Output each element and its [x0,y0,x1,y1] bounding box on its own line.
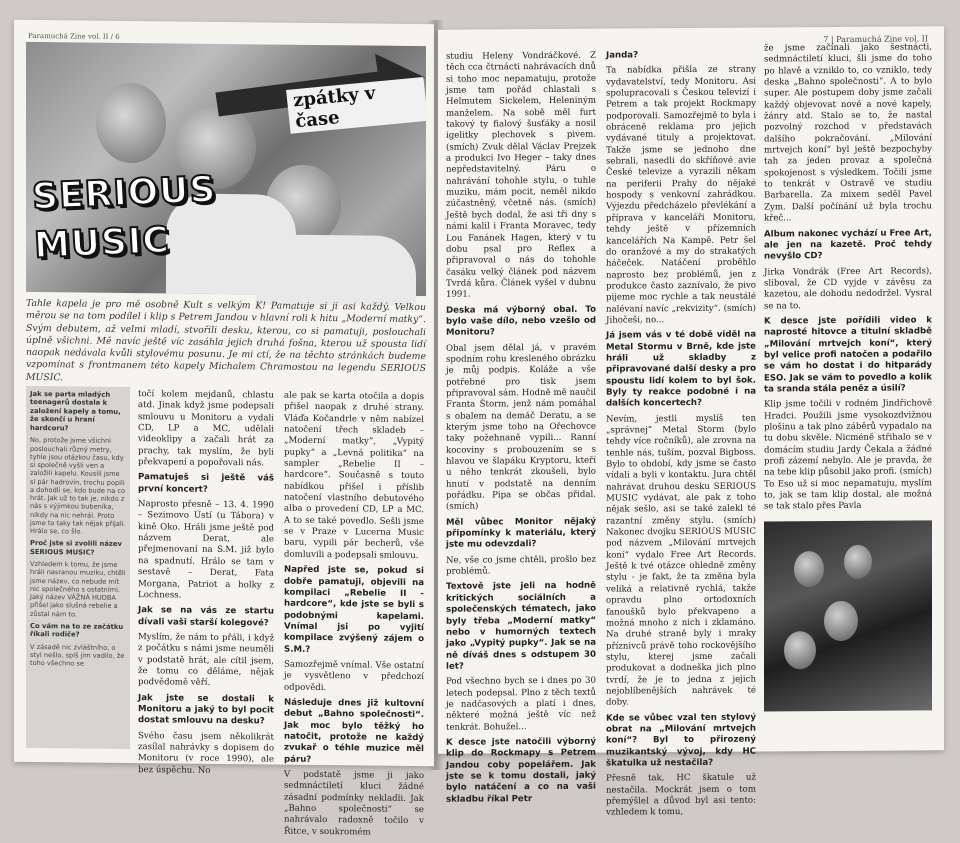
left-page [14,20,434,838]
interview-question: Jak se na vás ze startu dívali vaši starší kolegové? [138,605,274,629]
band-title-line2: MUSIC [33,219,171,267]
left-page-header: Paramuchá Zine vol. II / 6 [28,31,120,41]
interview-question: Měl vůbec Monitor nějaký připomínky k materiálu, který jste mu odevzdali? [446,516,596,551]
sidebar-list [30,390,126,669]
article-column-1 [446,51,596,810]
right-page [438,26,944,818]
interview-answer: točí kolem mejdanů, chlastu atd. Jinak když jsme podepsali smlouvu u Monitoru a vydali CD, LP a MC, udělali videoklipy a začali hrát za prachy, tak myslím, že byli překvapení a popořovali nás. [138,389,274,469]
interview-answer: Myslím, že nám to přáli, i když z počátku s námi jsme neuměli v podstatě hrát, ale cítil jsem, že tomu co děláme, nějak podvědomě věří. [138,631,274,689]
interview-answer: V podstatě jsme ji jako sedmnáctiletí kluci žádné zásadní podmínky nekladli. Jak „Bahno společnosti“ se nahrávalo radoxně točilo v Řitce, v soukromém [284,769,424,838]
sidebar-question: Co vám na to ze začátku říkali rodiče? [30,621,124,639]
interview-answer: Ne, vše co jsme chtěli, prošlo bez problémů. [446,554,596,577]
interview-question: Kde se vůbec vzal ten stylový obrat na „Milování mrtvejch koní“? Byl to přirozený muzikantský vývoj, kdy HC škatulka už nestačila? [606,712,756,769]
article-column-2 [138,389,274,781]
sidebar-answer: V zásadě nic zvláštního, o styl nešlo, spíš jim vadilo, že toho všechno se [30,642,125,668]
sidebar-question: Proč jste si zvolili název SERIOUS MUSIC? [30,539,122,557]
interview-question: Album nakonec vychází u Free Art, ale jen na kazetě. Proč tehdy nevyšlo CD? [764,227,932,262]
article-column-3 [764,42,932,517]
hero-photo [26,42,426,296]
interview-answer: Samozřejmě vnímal. Vše ostatní je vysvětleno v předchozí odpovědi. [284,659,424,693]
article-column-2 [606,50,756,824]
article-column-3 [284,391,424,843]
interview-question: Já jsem vás v té době viděl na Metal Stormu v Brně, kde jste hráli už skladby z připravované další desky a pro spoustu lidí kolem to byl šok. Byly ty reakce podobné i na dalších koncertech? [606,329,756,409]
sidebar-box [26,386,130,749]
interview-answer: Jirka Vondrák (Free Art Records), sliboval, že CD vyjde v závěsu za kazetou, ale dohodu nedodržel. Vysral se na to. [764,265,932,312]
interview-answer: Přesně tak, HC škatule už nestačila. Mockrát jsem o tom přemýšlel a důvod byl asi tento: vzhledem k tomu, [606,772,756,818]
photo-face [844,545,872,579]
interview-answer: ale pak se karta otočila a dopis přišel naopak z druhé strany. Vláďa Kočandrle v něm nabízel natočení třech skladeb – „Moderní matky“, „Vypitý pupky“ a „Levná politika“ na sampler „Rebelie II – hardcore“. Současně s touto nabídkou přišel i příslib natočení vlastního debutového alba o provedení CD, LP a MC. A to se také povedlo. Sešli jsme se v Praze v Lucerna Music baru, vypili pár becherů, vše domluvili a podepsali smlouvu. [284,390,424,561]
interview-question: Deska má výborný obal. To bylo vaše dílo, nebo vzešlo od Monitoru? [446,304,596,338]
sidebar-question: Jak se parta mladých teenagerů dostala k založení kapely a tomu, že skončí u hraní hardcoru? [30,389,121,433]
interview-question: K desce jste pořídili video k naprosté hitovce a titulní skladbě „Milování mrtvejch koní“, který byl velice profi natočen a podařilo se vám ho dostat i do hitparády ESO. Jak se vám to povedlo a kolik ta sranda stála peněz a úsilí? [764,315,932,395]
interview-answer: Nevím, jestli myslíš ten „správnej“ Metal Storm (bylo tehdy více ročníků), ale zrovna na tenhle nás, tuším, pozval Bigboss. Bylo to období, kdy jsme se často vídali a byli v kontaktu. Jura chtěl nahrávat druhou desku SERIOUS MUSIC vydávat, ale pak z toho nějak sešlo, asi se také zalekl té razantní změny stylu. (smích) Nakonec dvojku SERIOUS MUSIC pod názvem „Milování mrtvejch koní“ vydalo Free Art Records. Ještě k tvé otázce ohledně změny stylu - je fakt, že ta změna byla veliká a relativně rychlá, takže opravdu plno ortodoxních fanoušků bylo překvapeno a možná mnoho z nich i zklamáno. Na druhé straně byly i mraky příznivců právě toho rockovějšího stylu, kterej jsme začali produkovat a dodneška jich plno tvrdí, že je to jedna z jejich nejoblíbenějších nahrávek té doby. [606,413,756,708]
photo-face [784,631,816,669]
interview-answer: studiu Heleny Vondráčkové. Z těch cca čtrnácti nahrávacích dnů si toho moc nepamatuju, protože jsme tam pořád chlastali s Helmutem Sickelem, Heleniným manželem. Na sobě měl furt takový ty fialový šusťáky a nosil igelitky plechovek s pivem. (smích) Zvuk dělal Václav Prejzek a produkci Ivo Heger – taky dnes nepředstavitelný. Páru o nahrávání tohohle stylu, o tuhle muziku, mám pocit, neměl nikdo zúčastněný, včetně nás. (smích) Ještě bych dodal, že asi tři dny s námi kalil i Franta Moravec, tedy Lou Fanánek Hagen, který v tu dobu psal pro Reflex a připravoval o nás do tohohle časáku velký článek pod názvem Tvrdá kůra. Článek vyšel v dubnu 1991. [446,50,596,300]
photo-face [794,551,824,587]
banner-text: zpátky v čase [286,77,428,134]
interview-question: Janda? [606,50,639,61]
band-title-line1: SERIOUS [31,169,218,218]
interview-answer: Naprosto přesně – 13. 4. 1990 – Sezimovo Ústí (u Tábora) v kině Oko. Hráli jsme ještě pod názvem Derat, ale přejmenovaní na S.M. již bylo na spadnutí. Hrálo se tam v sestavě – Derat, Fata Morgana, Patriot a holky z Lochness. [138,499,274,601]
interview-question: Textově jste jeli na hodně kritických sociálních a společenských tématech, jako byly třeba „Moderní matky“ nebo v humorných textech jako „Vypitý pupky“. Jak se na ně díváš dnes s odstupem 30 let? [446,581,596,672]
band-photo [764,520,932,711]
interview-question: Pamatuješ si ještě váš první koncert? [138,472,274,495]
intro-paragraph: Tahle kapela je pro mě osobně Kult s velkým K! Pamatuje si ji asi každý. Velkou měrou se na tom podílel i klip s Petrem Jandou v hlavní roli k hitu „Moderní matky“. Svým debutem, až velmi mladí, stvořili desku, kterou, co si pamatuji, poslouchali úplně všichni. Mě navíc ještě víc zasáhla jejich druhá fošna, kterou už spousta lidí naopak nedávala kvůli stylovému posunu. Je mi ctí, že na těchto stránkách budeme vzpomínat s frontmanem této kapely Michalem Chramostou na legendu SERIOUS MUSIC. [26,297,426,383]
interview-question: Následuje dnes již kultovní debut „Bahno společnosti“. Jak moc bylo těžký ho natočit, protože ne každý zvukař o téhle muzice měl páru? [284,697,424,765]
interview-answer: Klip jsme točili v rodném Jindřichově Hradci. Použili jsme vysokozdvižnou plošinu a tak plno záběrů vypadalo na tu dobu skvěle. Nicméně střihalo se v domácím studiu Jardy Čekala a žádné profi zázemí nebylo. Ale je pravda, že na tebe klip působil jako profi. (smích) To Eso už si moc nepamatuju, myslím to, jak se tam klip dostal, ale možná se tak stalo přes Pavla [764,398,932,512]
sidebar-answer: Vzhledem k tomu, že jsme hráli nasranou muziku, chtěli jsme název, co nebude mít nic společného s ostatními. Jaký název VÁŽNÁ HUDBA přišel jako slušná rebelie a zůstal nám to. [30,560,126,619]
right-page-header: 7 | Paramuchá Zine vol. II [823,34,928,45]
interview-answer: Ta nabídka přišla ze strany vydavatelství, tedy Monitoru. Asi spolupracovali s Českou televizí i Petrem a tak projekt Rockmapy podporovali. Samozřejmě to byla i obráceně reklama pro jejich vydávané tituly a projektovat. Takže jsme se jednoho dne sebrali, nasedli do skříňové avie České televize a vyrazili někam na periferii Prahy do nějaké hospody s venkovní zahrádkou. Výjezdu předcházelo převlékání a příprava v kanceláři Monitoru, tehdy ještě v přízemních kancelářích Na Kampě. Petr šel do oranžové a my do strakatých háčeček. Natáčení proběhlo naprosto bez problémů, jen z produkce často zaznívalo, že pivo pijeme moc rychle a tak neustálé nalévaní navíc „rekvizity“. (smích) Jihočeši, no... [606,64,756,326]
interview-question: K desce jste natočili výborný klip do Rockmapy s Petrem Jandou coby popelářem. Jak jste se k tomu dostali, jaký bylo natáčení a co na vaši skladbu říkal Petr [446,736,596,805]
interview-answer: Obal jsem dělal já, v pravém spodním rohu kresleného obrázku je můj podpis. Koláže a vše potřebné pro tisk jsem připravoval sám. Hodně mě naučil Franta Štorm, jenž nám pomáhal s obalem na demáč Deratu, a se kterým jsme toho na Ořechovce taky požehnaně vypili... Ranní kocoviny s probouzením se s hlavou ve šlapáku Kryptoru, kteří u něho tenkrát zkoušeli, bylo hnutí v podstatě na denním pořádku. Pipa se občas přidal. (smích) [446,342,596,513]
photo-face [96,83,166,164]
interview-answer: Svého času jsem několikrát zasílal nahrávky s dopisem do Monitoru (v roce 1990), ale bez úspěchu. No [138,730,274,776]
sidebar-answer: No, protože jsme všichni poslouchali různý metry, tyhle jsou otázkou času, kdy si společně vyšli ven a založili kapelu. Kousili jsme si pár hadrovin, trochu popili a dohodli se, kdo bude na co hrát. Jak už to tak je, nikdo z nás s výjimkou bubeníka, nikdy na nic nehrál. Proto jsme to taky tak nějak přijali. Hrálo se, co šlo. [30,436,126,536]
photo-face [824,601,858,641]
interview-answer: že jsme začínali jako šestnácti, sedmnáctiletí kluci, šli jsme do toho po hlavě a vzniklo to, co vzniklo, tedy deska „Bahno společnosti“. A to bylo super. Ale postupem doby jsme začali každý objevovat nové a nové kapely, žánry atd. Stalo se to, že nastal pozvolný rozchod v představách dalšího pokračování. „Milování mrtvejch koní“ byl ještě bezpochyby tah za jeden provaz a společná spokojenost s výsledkem. Točili jsme to tenkrát v Ostravě ve studiu Barbarella. Za mixem seděl Pavel Zym. Další počínání už byla trochu křeč... [764,42,932,224]
interview-question: Jak jste se dostali k Monitoru a jaký to byl pocit dostat smlouvu na desku? [138,692,274,727]
photo-shirt [256,234,416,306]
interview-question: Napřed jste se, pokud si dobře pamatuji, objevili na kompilaci „Rebelie II - hardcore“, kde jste se byli s podobnými kapelami. Vnímal jsi po vyjití kompilace zvýšený zájem o S.M.? [284,564,424,655]
interview-answer: Pod všechno bych se i dnes po 30 letech podepsal. Plno z těch textů je nadčasových a platí i dnes, některé možná ještě víc než tenkrát. Bohužel... [446,675,596,733]
